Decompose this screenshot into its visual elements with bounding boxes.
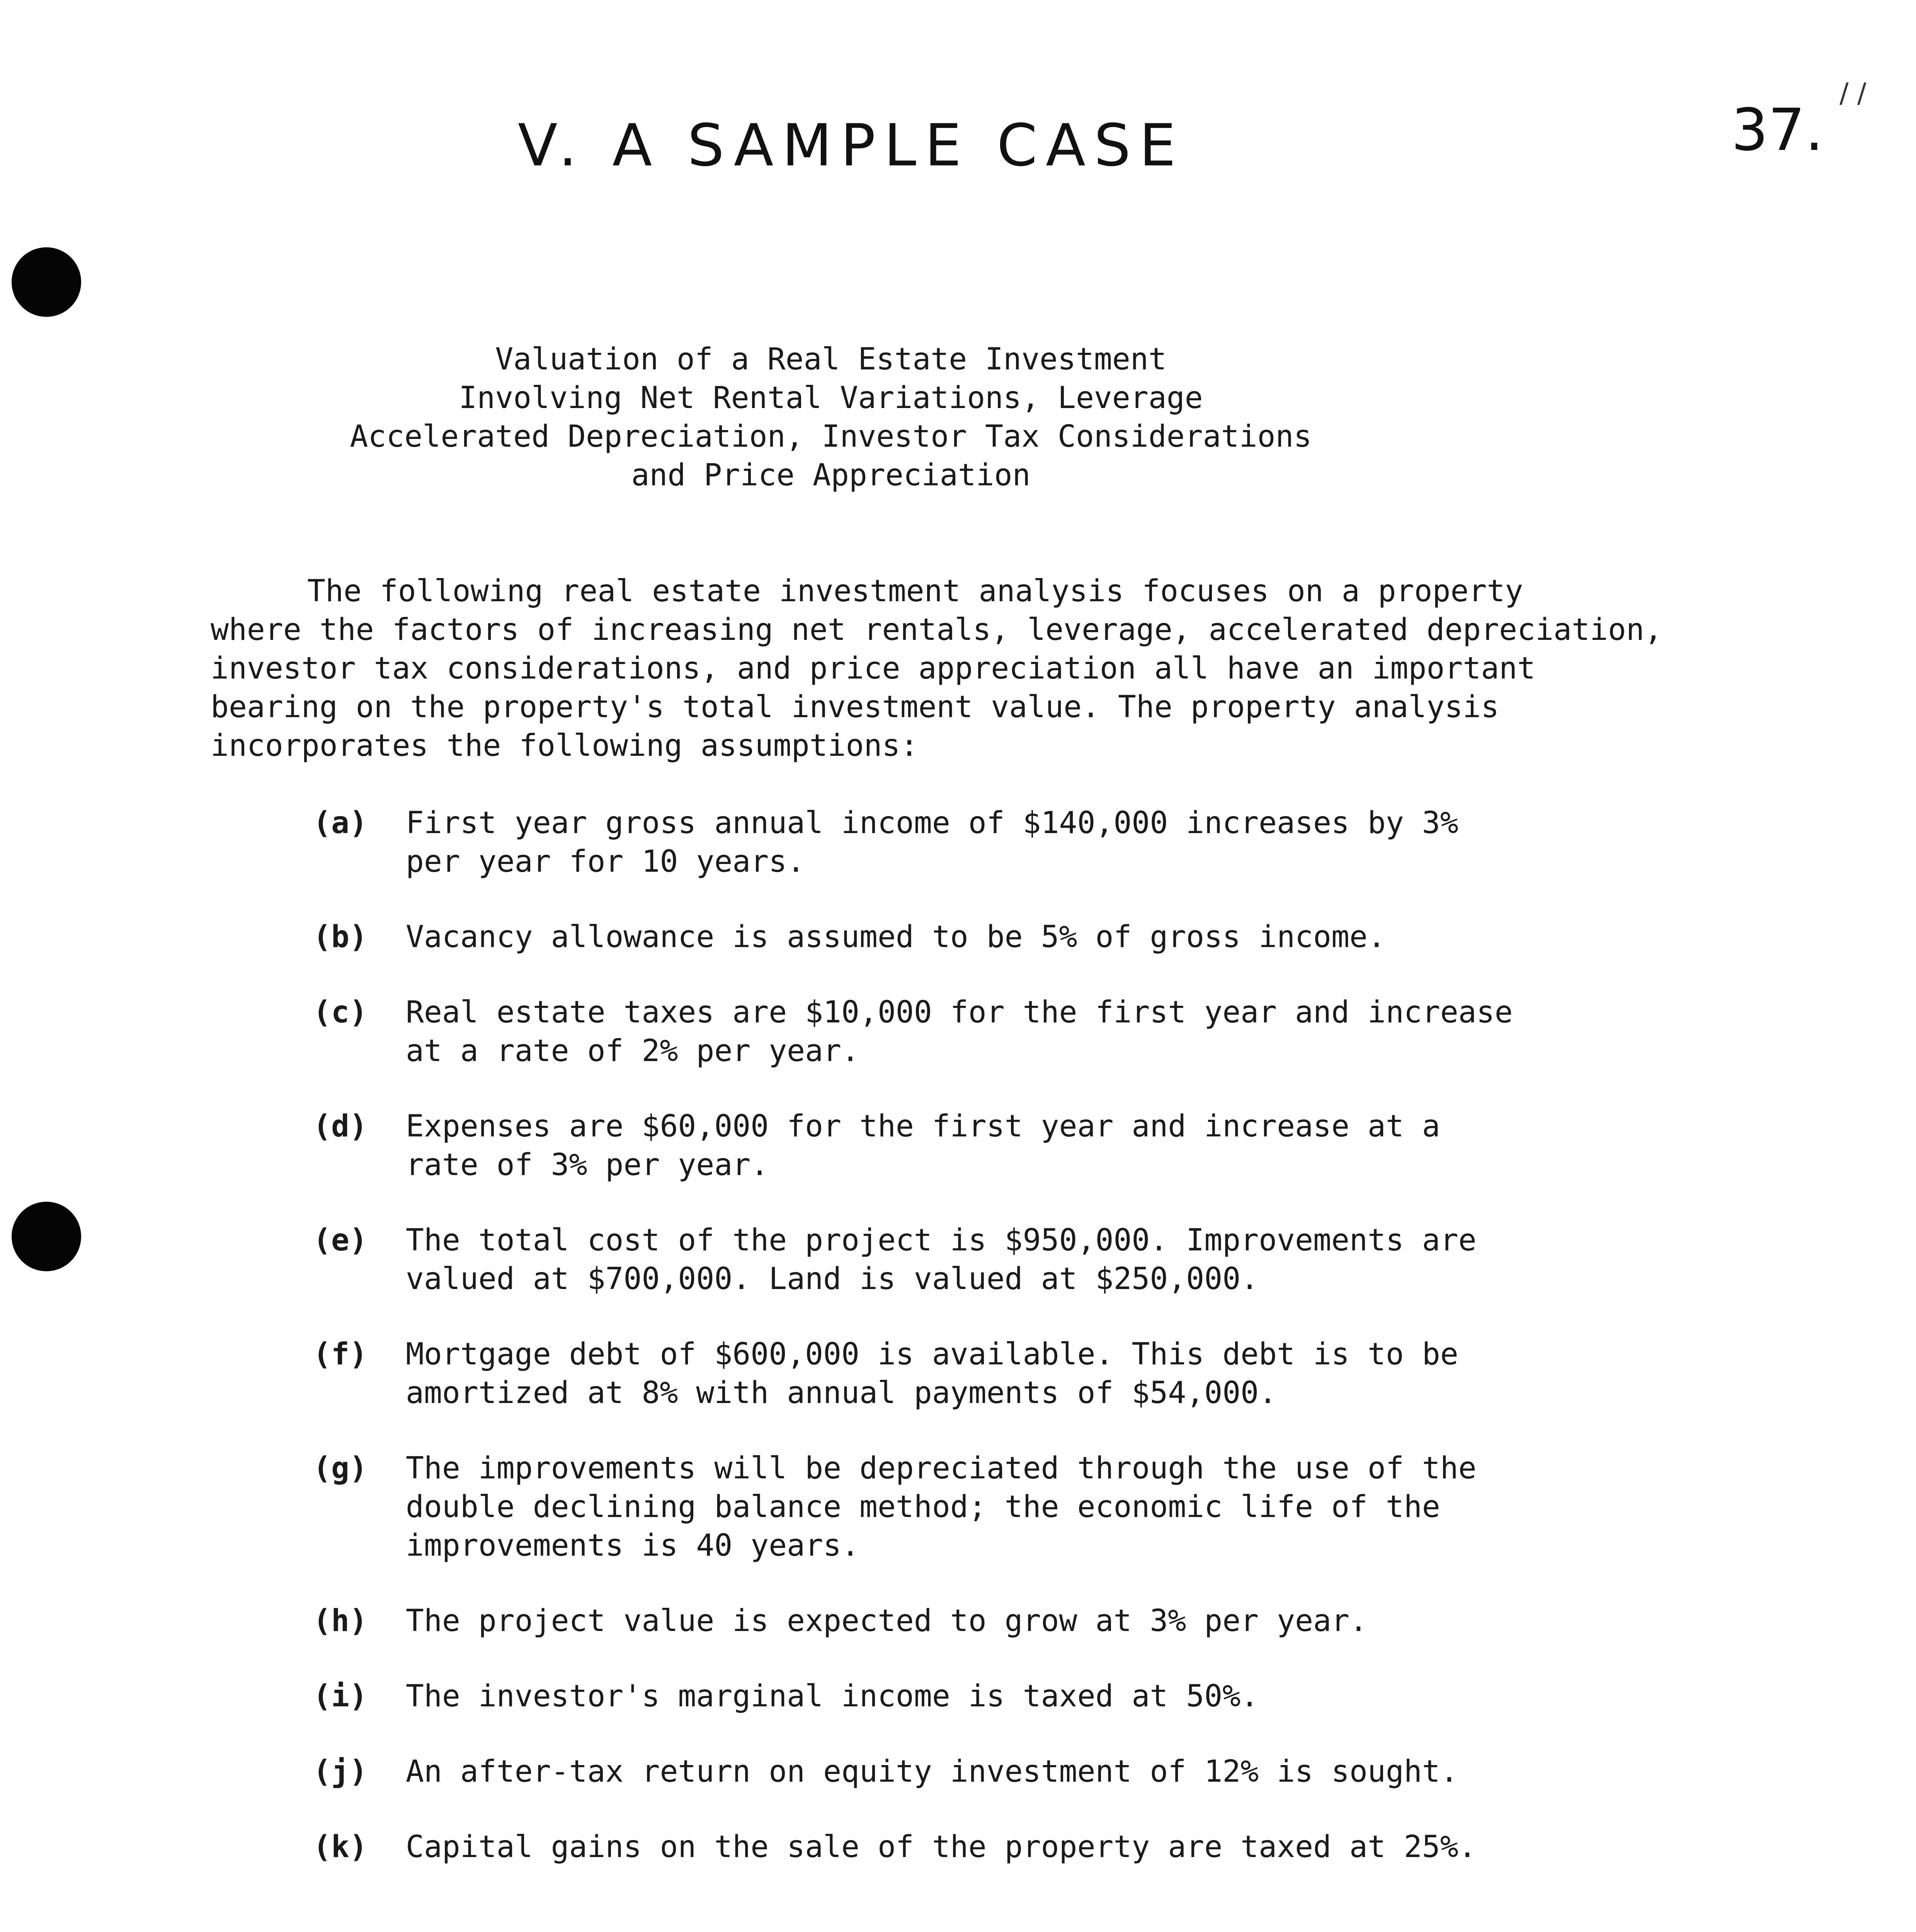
corner-mark: / / xyxy=(1839,77,1867,109)
item-label: (h) xyxy=(313,1604,368,1638)
subtitle-line: and Price Appreciation xyxy=(631,458,1031,493)
list-item xyxy=(313,1677,1743,1716)
item-label: (b) xyxy=(313,920,368,954)
subtitle-line: Accelerated Depreciation, Investor Tax Considerations xyxy=(350,419,1312,454)
item-text: The improvements will be depreciated through the use of the double declining balance method; the economic life of the improvements is 40 years. xyxy=(406,1451,1477,1563)
item-text: Capital gains on the sale of the property are taxed at 25%. xyxy=(406,1830,1477,1864)
list-item xyxy=(313,1107,1743,1184)
subtitle-line: Valuation of a Real Estate Investment xyxy=(495,342,1167,377)
item-text: First year gross annual income of $140,000 increases by 3% per year for 10 years. xyxy=(406,806,1458,879)
item-text: Expenses are $60,000 for the first year and increase at a rate of 3% per year. xyxy=(406,1109,1440,1182)
item-text: Real estate taxes are $10,000 for the first year and increase at a rate of 2% per year. xyxy=(406,995,1513,1068)
item-label: (g) xyxy=(313,1451,368,1486)
list-item xyxy=(313,918,1743,956)
item-label: (d) xyxy=(313,1109,368,1144)
list-item xyxy=(313,1335,1743,1412)
binder-hole xyxy=(12,1202,81,1271)
paragraph-line: The following real estate investment analysis focuses on a property xyxy=(307,574,1523,609)
document-subtitle xyxy=(232,340,1430,495)
item-label: (c) xyxy=(313,995,368,1030)
list-item xyxy=(313,1221,1743,1298)
list-item xyxy=(313,1449,1743,1565)
item-label: (a) xyxy=(313,806,368,840)
item-text: Mortgage debt of $600,000 is available. This debt is to be amortized at 8% with annual payments of $54,000. xyxy=(406,1337,1458,1410)
item-label: (e) xyxy=(313,1223,368,1258)
list-item xyxy=(313,993,1743,1070)
list-item xyxy=(313,1828,1743,1866)
page-number: 37. xyxy=(1731,97,1824,164)
paragraph-line: investor tax considerations, and price appreciation all have an important xyxy=(211,651,1536,686)
item-text: The project value is expected to grow at 3% per year. xyxy=(406,1604,1368,1638)
section-heading: V. A SAMPLE CASE xyxy=(518,112,1184,179)
list-item xyxy=(313,1752,1743,1791)
item-label: (k) xyxy=(313,1830,368,1864)
item-text: The total cost of the project is $950,000. Improvements are valued at $700,000. Land is valued at $250,000. xyxy=(406,1223,1477,1296)
paragraph-line: incorporates the following assumptions: xyxy=(211,728,919,763)
item-label: (j) xyxy=(313,1754,368,1789)
assumptions-list xyxy=(313,804,1743,1903)
intro-paragraph xyxy=(211,572,1795,765)
item-label: (i) xyxy=(313,1679,368,1714)
binder-hole xyxy=(12,247,81,317)
item-text: The investor's marginal income is taxed at 50%. xyxy=(406,1679,1259,1714)
paragraph-line: bearing on the property's total investment value. The property analysis xyxy=(211,690,1499,724)
paragraph-line: where the factors of increasing net rentals, leverage, accelerated depreciation, xyxy=(211,612,1662,647)
item-text: Vacancy allowance is assumed to be 5% of gross income. xyxy=(406,920,1386,954)
subtitle-line: Involving Net Rental Variations, Leverage xyxy=(459,381,1203,415)
item-text: An after-tax return on equity investment of 12% is sought. xyxy=(406,1754,1458,1789)
list-item xyxy=(313,1602,1743,1640)
list-item xyxy=(313,804,1743,881)
item-label: (f) xyxy=(313,1337,368,1372)
